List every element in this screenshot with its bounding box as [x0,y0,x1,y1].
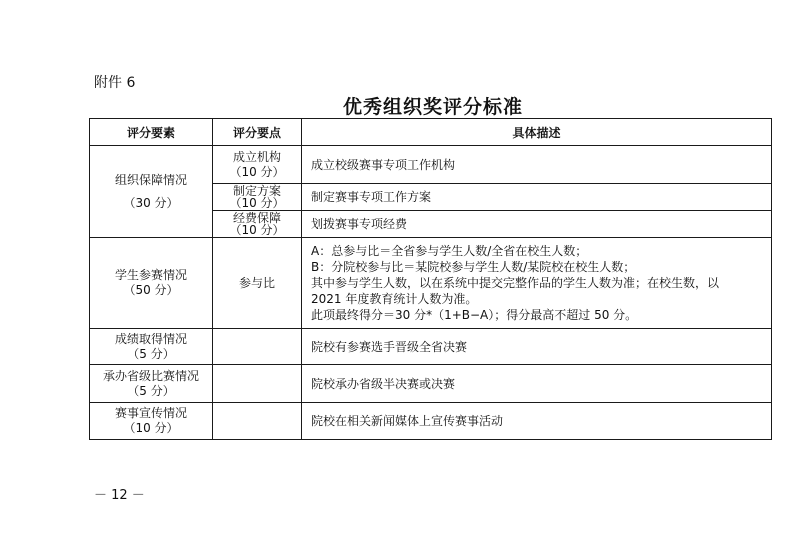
description-cell: 划拨赛事专项经费 [302,211,772,238]
description-cell: 制定赛事专项工作方案 [302,184,772,211]
description-cell: 院校有参赛选手晋级全省决赛 [302,329,772,365]
element-score: （5 分） [127,346,175,361]
description-cell: 成立校级赛事专项工作机构 [302,146,772,184]
description-cell: 院校在相关新闻媒体上宣传赛事活动 [302,403,772,440]
element-score: （50 分） [123,283,179,297]
element-cell-results [90,329,213,365]
table-header-row [90,119,772,146]
element-cell-participation [90,238,213,329]
element-cell-org [90,146,213,238]
element-cell-publicity [90,403,213,440]
point-name: 成立机构 [232,149,281,164]
point-cell: 参与比 [213,238,302,329]
point-name: 经费保障 [232,211,281,225]
point-cell [213,211,302,238]
page-number: － 12 － [94,488,145,503]
table-row [90,365,772,403]
element-name: 成绩取得情况 [114,331,187,346]
description-line: 其中参与学生人数，以在系统中提交完整作品的学生人数为准；在校生数，以 [311,276,720,290]
point-cell [213,184,302,211]
description-cell: 院校承办省级半决赛或决赛 [302,365,772,403]
header-element: 评分要素 [90,119,213,146]
table-row [90,238,772,329]
element-cell-hosting [90,365,213,403]
element-score: （30 分） [123,195,179,210]
point-cell [213,365,302,403]
element-name: 学生参赛情况 [114,268,187,282]
description-cell [302,238,772,329]
table-row [90,403,772,440]
scoring-table [89,118,772,440]
table-row [90,329,772,365]
point-score: （10 分） [229,223,285,237]
attachment-label: 附件 6 [94,75,136,91]
element-name: 组织保障情况 [114,172,187,187]
point-cell [213,146,302,184]
element-name: 承办省级比赛情况 [102,368,199,383]
point-score: （10 分） [229,164,285,179]
element-name: 赛事宣传情况 [114,406,187,420]
description-line: B：分院校参与比＝某院校参与学生人数/某院校在校生人数； [311,260,636,274]
header-point: 评分要点 [213,119,302,146]
point-cell [213,403,302,440]
description-line: 2021 年度教育统计人数为准。 [311,292,478,306]
description-line: 此项最终得分＝30 分*（1+B−A）；得分最高不超过 50 分。 [311,308,638,322]
point-score: （10 分） [229,196,285,210]
element-score: （10 分） [123,421,179,435]
table-row [90,146,772,184]
point-name: 制定方案 [232,184,281,198]
point-cell [213,329,302,365]
document-title: 优秀组织奖评分标准 [342,96,523,118]
description-line: A：总参与比＝全省参与学生人数/全省在校生人数； [311,244,588,258]
element-score: （5 分） [127,383,175,398]
header-description: 具体描述 [302,119,772,146]
